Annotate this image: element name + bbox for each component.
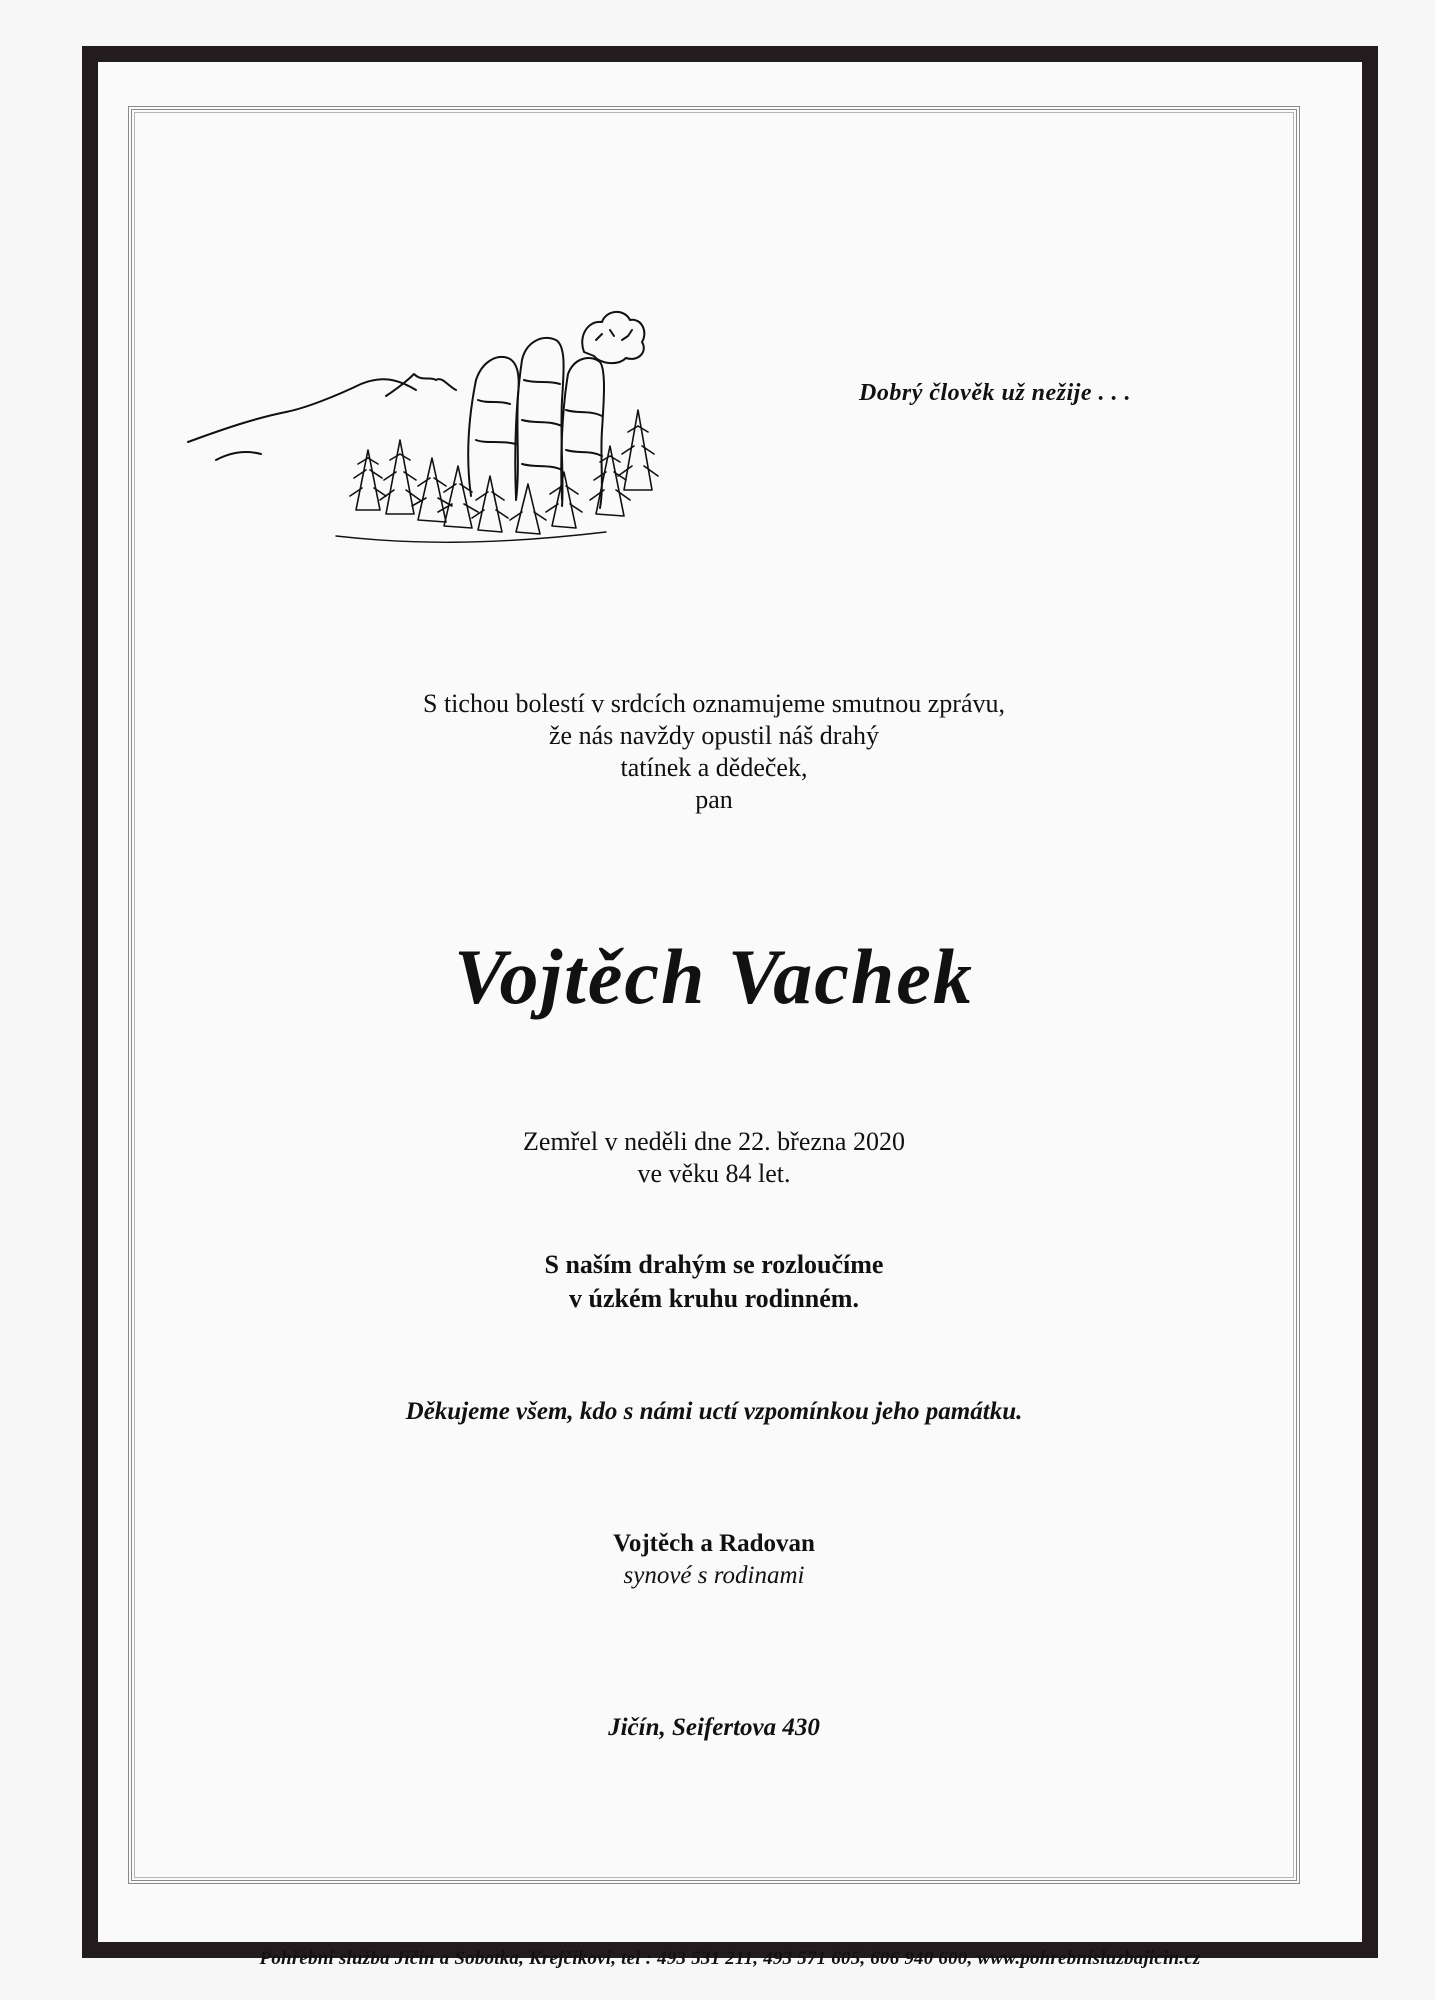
motto-quote: Dobrý člověk už nežije . . . [859, 380, 1131, 406]
thanks-line: Děkujeme všem, kdo s námi uctí vzpomínkou jeho památku. [405, 1398, 1023, 1425]
signer-relation: synové s rodinami [623, 1562, 805, 1589]
intro-line-3: tatínek a dědeček, [620, 753, 808, 782]
intro-line-1: S tichou bolestí v srdcích oznamujeme smutnou zprávu, [423, 689, 1005, 718]
address: Jičín, Seifertova 430 [608, 1714, 820, 1741]
signer-names: Vojtěch a Radovan [613, 1530, 815, 1557]
death-age: ve věku 84 let. [637, 1159, 791, 1188]
announcement-intro [134, 688, 1294, 816]
funeral-service-footer: Pohřební služba Jičín a Sobotka, Krejčíkovi, tel : 493 531 211, 493 571 605, 606 940 600, www.pohrebnisluzbajicin.cz [259, 1948, 1201, 1969]
intro-line-4: pan [695, 785, 733, 814]
farewell-line-1: S naším drahým se rozloučíme [544, 1250, 884, 1279]
rock-towers-landscape-drawing [186, 300, 666, 550]
deceased-name: Vojtěch Vachek [454, 933, 974, 1020]
intro-line-2: že nás navždy opustil náš drahý [549, 721, 879, 750]
farewell-notice [134, 1248, 1294, 1316]
signers [134, 1528, 1294, 1592]
death-details [134, 1126, 1294, 1190]
farewell-line-2: v úzkém kruhu rodinném. [569, 1284, 859, 1313]
death-date: Zemřel v neděli dne 22. března 2020 [523, 1127, 905, 1156]
